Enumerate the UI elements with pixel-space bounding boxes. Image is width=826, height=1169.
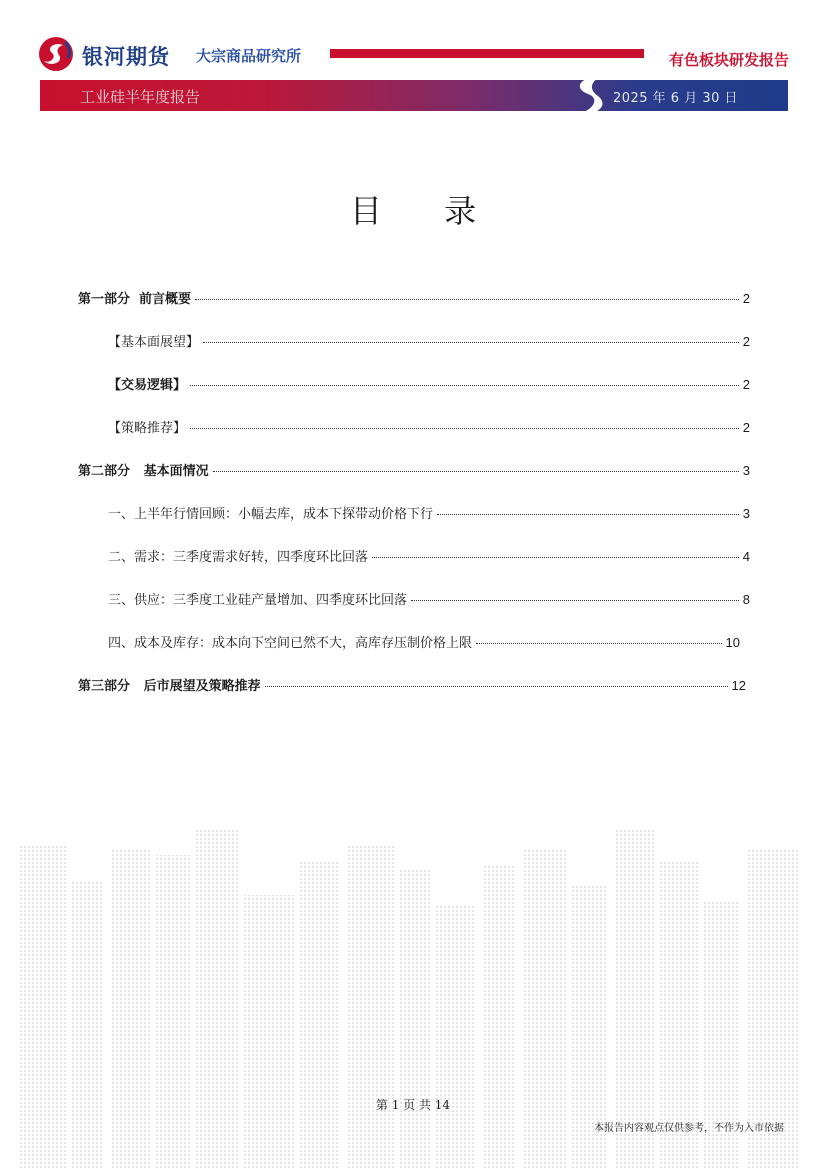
toc-entry[interactable] bbox=[108, 503, 750, 523]
toc-entry[interactable] bbox=[78, 460, 750, 480]
skyline-watermark bbox=[0, 810, 826, 1169]
page-number: 第 1 页 共 14 bbox=[375, 1098, 451, 1112]
toc-entry-page: 2 bbox=[742, 377, 750, 392]
toc-entry[interactable] bbox=[108, 374, 750, 394]
toc-entry-text: 二、需求：三季度需求好转，四季度环比回落 bbox=[108, 550, 369, 565]
toc-entry-text: 【策略推荐】 bbox=[108, 421, 187, 436]
toc-entry-text: 三、供应：三季度工业硅产量增加、四季度环比回落 bbox=[108, 593, 408, 608]
toc-entry-text: 【基本面展望】 bbox=[108, 335, 200, 350]
toc-entry-page: 2 bbox=[742, 420, 750, 435]
company-logo-icon bbox=[38, 36, 74, 72]
disclaimer-text: 本报告内容观点仅供参考，不作为入市依据 bbox=[594, 1123, 784, 1134]
leader-dots bbox=[372, 557, 739, 558]
toc-entry[interactable] bbox=[108, 632, 740, 652]
report-sector: 有色板块研发报告 bbox=[668, 51, 789, 69]
report-title: 工业硅半年度报告 bbox=[80, 88, 201, 106]
toc-entry-text: 四、成本及库存：成本向下空间已然不大，高库存压制价格上限 bbox=[108, 636, 473, 651]
brand-name: 银河期货 bbox=[82, 45, 170, 69]
leader-dots bbox=[190, 385, 739, 386]
toc-entry[interactable] bbox=[78, 675, 746, 695]
toc-entry-page: 3 bbox=[742, 463, 750, 478]
toc-entry[interactable] bbox=[108, 417, 750, 437]
leader-dots bbox=[437, 514, 739, 515]
toc-entry-page: 2 bbox=[742, 291, 750, 306]
toc-entry-text: 第一部分 前言概要 bbox=[78, 292, 192, 307]
leader-dots bbox=[190, 428, 739, 429]
toc-entry-page: 4 bbox=[742, 549, 750, 564]
toc-entry-page: 2 bbox=[742, 334, 750, 349]
toc-entry-text: 第二部分 基本面情况 bbox=[78, 464, 209, 479]
leader-dots bbox=[213, 471, 739, 472]
toc-entry-page: 8 bbox=[742, 592, 750, 607]
toc-entry-text: 【交易逻辑】 bbox=[108, 378, 187, 393]
toc-entry-text: 一、上半年行情回顾：小幅去库，成本下探带动价格下行 bbox=[108, 507, 434, 522]
leader-dots bbox=[195, 299, 739, 300]
institute-name: 大宗商品研究所 bbox=[196, 47, 302, 65]
leader-dots bbox=[476, 643, 722, 644]
toc-entry[interactable] bbox=[108, 589, 750, 609]
toc-entry[interactable] bbox=[78, 288, 750, 308]
report-date: 2025 年 6 月 30 日 bbox=[612, 91, 738, 106]
leader-dots bbox=[265, 686, 728, 687]
toc-entry[interactable] bbox=[108, 546, 750, 566]
header-rule bbox=[330, 49, 644, 58]
leader-dots bbox=[203, 342, 739, 343]
toc-entry[interactable] bbox=[108, 331, 750, 351]
toc-entry-page: 10 bbox=[725, 635, 740, 650]
toc-heading: 目 录 bbox=[349, 192, 503, 230]
header-banner bbox=[40, 80, 788, 111]
toc-entry-text: 第三部分 后市展望及策略推荐 bbox=[78, 679, 261, 694]
swoosh-icon bbox=[558, 76, 618, 116]
leader-dots bbox=[411, 600, 739, 601]
toc-entry-page: 12 bbox=[731, 678, 746, 693]
toc-entry-page: 3 bbox=[742, 506, 750, 521]
